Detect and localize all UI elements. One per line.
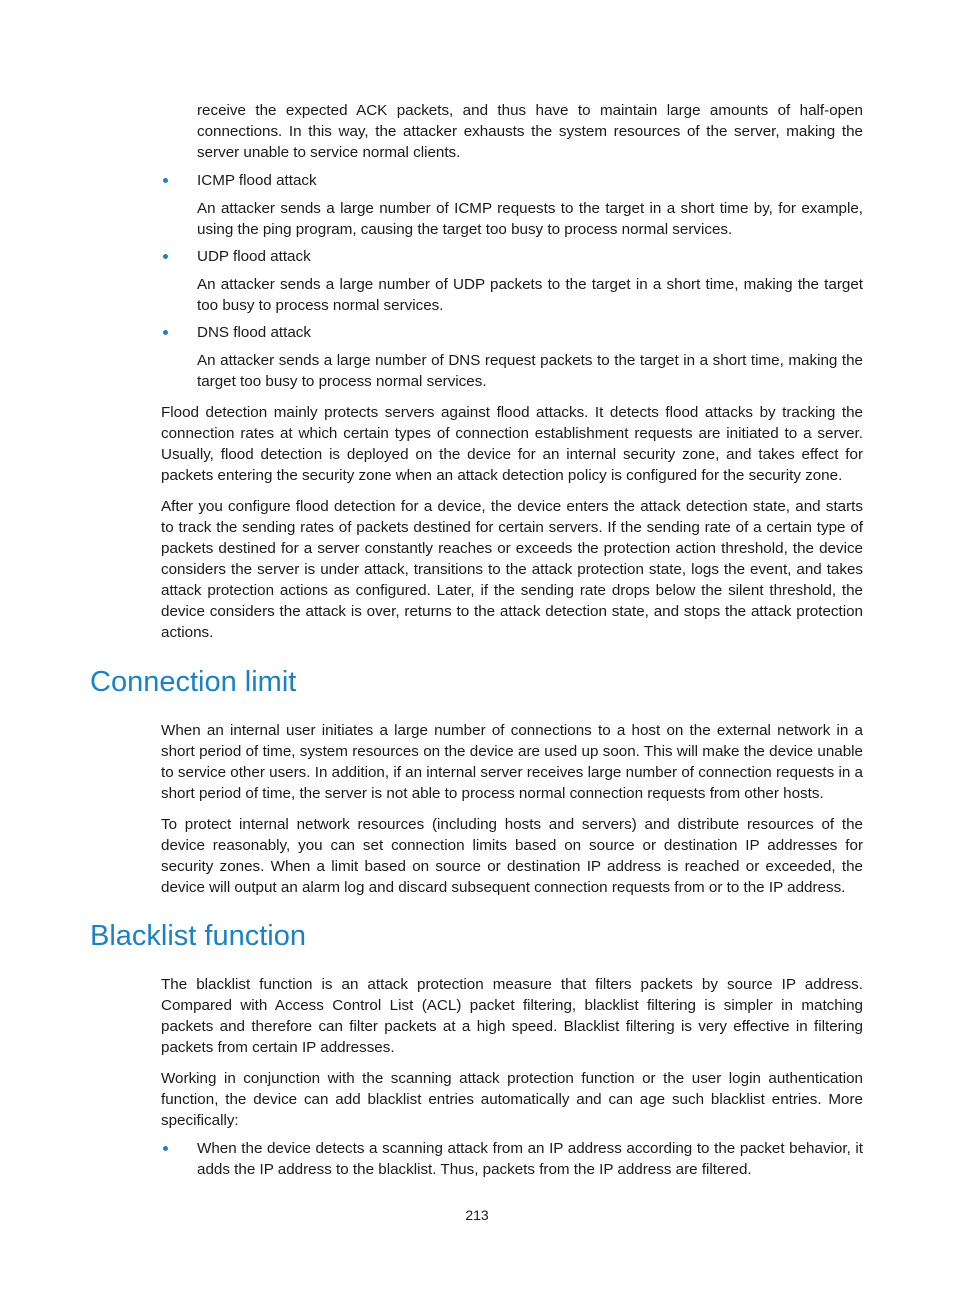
bullet-icon: [163, 330, 168, 335]
list-item-label: DNS flood attack: [197, 324, 311, 341]
intro-continuation: receive the expected ACK packets, and thus have to maintain large amounts of half-open connections. In this way, the attacker exhausts the system resources of the server, making the server unable to service normal clients.: [197, 102, 863, 161]
connection-limit-paragraph: To protect internal network resources (including hosts and servers) and distribute resources of the device reasonably, you can set connection limits based on source or destination IP addresses for security zones. When a limit based on source or destination IP address is reached or exceeded, the device will output an alarm log and discard subsequent connection requests from or to the IP address.: [161, 816, 863, 896]
list-item-description: An attacker sends a large number of UDP packets to the target in a short time, making the target too busy to process normal services.: [197, 276, 863, 314]
list-item-label: ICMP flood attack: [197, 172, 317, 189]
connection-limit-paragraph: When an internal user initiates a large number of connections to a host on the external network in a short period of time, system resources on the device are used up soon. This will make the device unable to service other users. In addition, if an internal server receives large number of connection requests in a short period of time, the server is not able to process normal connection requests from other hosts.: [161, 722, 863, 802]
page-number: 213: [465, 1207, 489, 1223]
list-item-text: When the device detects a scanning attack from an IP address according to the packet behavior, it adds the IP address to the blacklist. Thus, packets from the IP address are filtered.: [197, 1140, 863, 1178]
bullet-icon: [163, 1146, 168, 1151]
bullet-icon: [163, 254, 168, 259]
flood-detection-paragraph: Flood detection mainly protects servers against flood attacks. It detects flood attacks by tracking the connection rates at which certain types of connection establishment requests are initiated to a server. Usually, flood detection is deployed on the device for an internal security zone, and takes effect for packets entering the security zone when an attack detection policy is configured for the security zone.: [161, 404, 863, 484]
list-item-description: An attacker sends a large number of DNS request packets to the target in a short time, making the target too busy to process normal services.: [197, 352, 863, 390]
section-heading-blacklist: Blacklist function: [90, 920, 306, 952]
flood-detection-paragraph: After you configure flood detection for a device, the device enters the attack detection state, and starts to track the sending rates of packets destined for certain servers. If the sending rate of a certain type of packets destined for a server constantly reaches or exceeds the protection action threshold, the device considers the server is under attack, transitions to the attack protection state, logs the event, and takes attack protection actions as configured. Later, if the sending rate drops below the silent threshold, the device considers the attack is over, returns to the attack detection state, and stops the attack protection actions.: [161, 498, 863, 641]
bullet-icon: [163, 178, 168, 183]
blacklist-paragraph: The blacklist function is an attack protection measure that filters packets by source IP address. Compared with Access Control List (ACL) packet filtering, blacklist filtering is simpler in matching packets and therefore can filter packets at a high speed. Blacklist filtering is very effective in filtering packets from certain IP addresses.: [161, 976, 863, 1056]
list-item-description: An attacker sends a large number of ICMP requests to the target in a short time by, for example, using the ping program, causing the target too busy to process normal services.: [197, 200, 863, 238]
blacklist-paragraph: Working in conjunction with the scanning attack protection function or the user login authentication function, the device can add blacklist entries automatically and can age such blacklist entries. More specifically:: [161, 1070, 863, 1129]
section-heading-connection-limit: Connection limit: [90, 666, 297, 698]
list-item-label: UDP flood attack: [197, 248, 311, 265]
